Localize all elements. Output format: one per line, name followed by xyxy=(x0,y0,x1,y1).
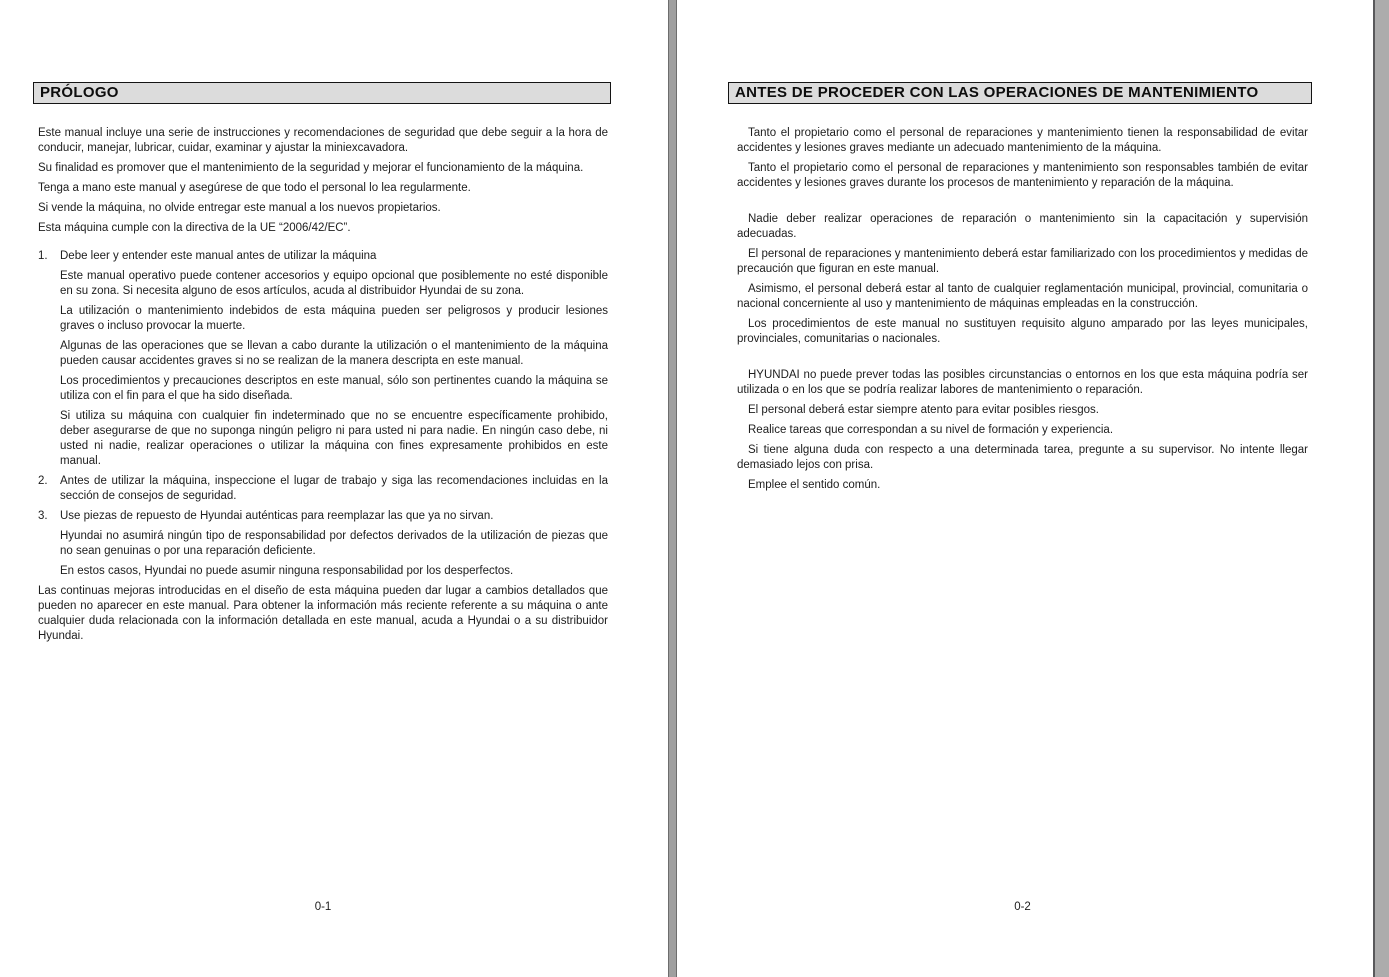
page-body xyxy=(38,126,608,649)
paragraph: Si tiene alguna duda con respecto a una determinada tarea, pregunte a su supervisor. No intente llegar demasiado lejos con prisa. xyxy=(737,444,1308,471)
list-item-1 xyxy=(38,249,608,474)
paragraph: El personal de reparaciones y mantenimiento deberá estar familiarizado con los procedimientos y medidas de precaución que figuran en este manual. xyxy=(737,248,1308,275)
paragraph-group xyxy=(737,126,1308,191)
list-item-number: 2. xyxy=(38,475,48,487)
numbered-list xyxy=(38,249,608,584)
paragraph: Este manual operativo puede contener accesorios y equipo opcional que posiblemente no esté disponible en su zona. Si necesita alguno de esos artículos, acuda al distribuidor Hyundai de su zona. xyxy=(60,270,608,297)
paragraph: Nadie deber realizar operaciones de reparación o mantenimiento sin la capacitación y supervisión adecuadas. xyxy=(737,213,1308,240)
page-gutter-divider xyxy=(668,0,677,977)
paragraph: Tanto el propietario como el personal de reparaciones y mantenimiento tienen la responsabilidad de evitar accidentes y lesiones graves mediante un adecuado mantenimiento de la máquina. xyxy=(737,127,1308,154)
viewer-edge-strip xyxy=(1373,0,1389,977)
list-item-number: 1. xyxy=(38,250,48,262)
paragraph-group xyxy=(737,212,1308,347)
list-item-text: Use piezas de repuesto de Hyundai auténticas para reemplazar las que ya no sirvan. xyxy=(60,510,494,522)
page-number: 0-1 xyxy=(314,901,332,913)
manual-page-mantenimiento xyxy=(677,0,1372,977)
paragraph: Esta máquina cumple con la directiva de la UE “2006/42/EC”. xyxy=(38,222,351,234)
paragraph: Asimismo, el personal deberá estar al tanto de cualquier reglamentación municipal, provincial, comunitaria o nacional concerniente al uso y mantenimiento de máquinas empleadas en la construcción. xyxy=(737,283,1308,310)
list-item-3 xyxy=(38,509,608,584)
paragraph: HYUNDAI no puede prever todas las posibles circunstancias o entornos en los que esta máquina podría ser utilizada o en los que se podría realizar labores de mantenimiento o reparación. xyxy=(737,369,1308,396)
paragraph: Tenga a mano este manual y asegúrese de que todo el personal lo lea regularmente. xyxy=(38,182,471,194)
section-title-prologo: PRÓLOGO xyxy=(33,82,611,104)
paragraph: Su finalidad es promover que el mantenimiento de la seguridad y mejorar el funcionamiento de la máquina. xyxy=(38,162,584,174)
paragraph: Los procedimientos y precauciones descriptos en este manual, sólo son pertinentes cuando la máquina se utiliza con el fin para el que ha sido diseñada. xyxy=(60,375,608,402)
paragraph: La utilización o mantenimiento indebidos de esta máquina pueden ser peligrosos y producir lesiones graves o incluso provocar la muerte. xyxy=(60,305,608,332)
paragraph: En estos casos, Hyundai no puede asumir ninguna responsabilidad por los desperfectos. xyxy=(60,565,514,577)
page-number: 0-2 xyxy=(1014,901,1031,913)
paragraph: Algunas de las operaciones que se llevan a cabo durante la utilización o el mantenimiento de la máquina pueden causar accidentes graves si no se realizan de la manera descripta en este manual. xyxy=(60,340,608,367)
paragraph: Este manual incluye una serie de instrucciones y recomendaciones de seguridad que debe seguir a la hora de conducir, manejar, lubricar, cuidar, examinar y ajustar la miniexcavadora. xyxy=(38,127,608,154)
list-item-2 xyxy=(38,474,608,509)
paragraph: El personal deberá estar siempre atento para evitar posibles riesgos. xyxy=(748,404,1099,416)
section-title-mantenimiento: ANTES DE PROCEDER CON LAS OPERACIONES DE MANTENIMIENTO xyxy=(728,82,1312,104)
paragraph: Si utiliza su máquina con cualquier fin indeterminado que no se encuentre específicamente prohibido, deber asegurarse de que no suponga ningún peligro ni para usted ni para nadie. En ningún caso debe, ni usted ni nadie, realizar operaciones o utilizar la máquina con fines expresamente prohibidos en este manual. xyxy=(60,410,608,467)
manual-page-prologo xyxy=(0,0,668,977)
closing-paragraph: Las continuas mejoras introducidas en el diseño de esta máquina pueden dar lugar a cambios detallados que pueden no aparecer en este manual. Para obtener la información más reciente referente a su máquina o ante cualquier duda relacionada con la información detallada en este manual, acuda a Hyundai o a su distribuidor Hyundai. xyxy=(38,585,608,642)
paragraph-group xyxy=(737,368,1308,493)
page-body xyxy=(737,126,1308,498)
paragraph: Realice tareas que correspondan a su nivel de formación y experiencia. xyxy=(748,424,1114,436)
list-item-text: Antes de utilizar la máquina, inspeccione el lugar de trabajo y siga las recomendaciones incluidas en la sección de consejos de seguridad. xyxy=(60,475,608,502)
paragraph: Emplee el sentido común. xyxy=(748,479,881,491)
list-item-number: 3. xyxy=(38,510,48,522)
list-item-text: Debe leer y entender este manual antes de utilizar la máquina xyxy=(60,250,377,262)
paragraph: Hyundai no asumirá ningún tipo de responsabilidad por defectos derivados de la utilización de piezas que no sean genuinas o por una reparación deficiente. xyxy=(60,530,608,557)
paragraph: Si vende la máquina, no olvide entregar este manual a los nuevos propietarios. xyxy=(38,202,441,214)
paragraph: Tanto el propietario como el personal de reparaciones y mantenimiento son responsables también de evitar accidentes y lesiones graves durante los procesos de mantenimiento y reparación de la máquina. xyxy=(737,162,1308,189)
paragraph: Los procedimientos de este manual no sustituyen requisito alguno amparado por las leyes municipales, provinciales, comunitarias o nacionales. xyxy=(737,318,1308,345)
